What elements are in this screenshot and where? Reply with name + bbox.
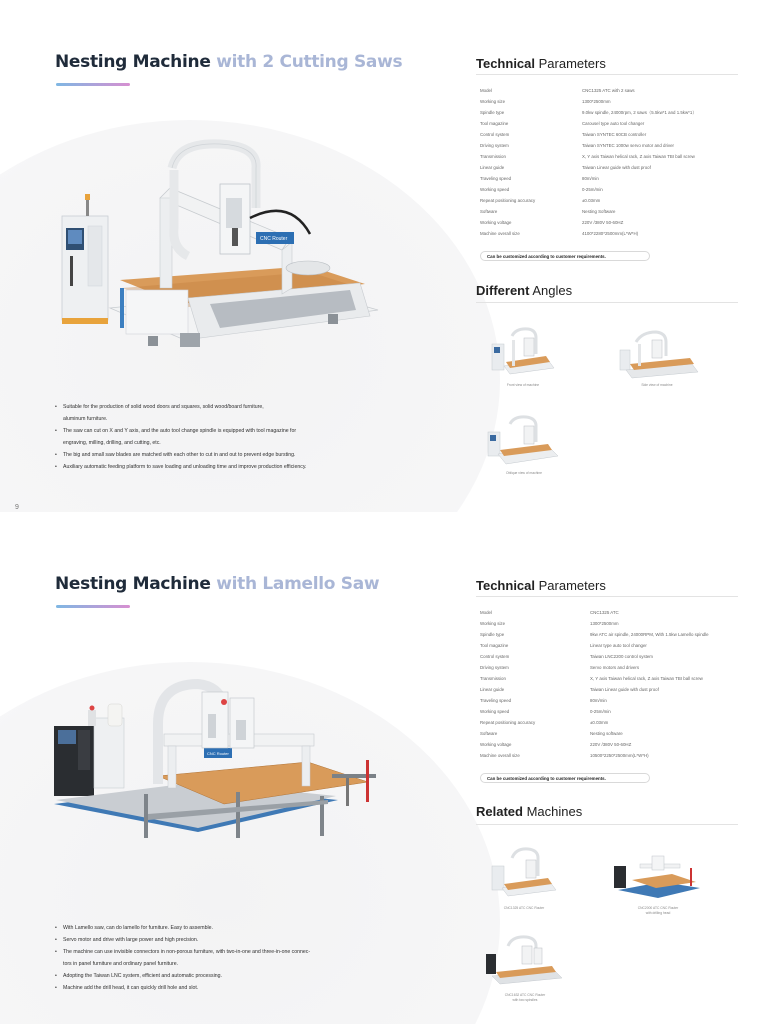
param-value: Taiwan Linear guide with dust proof [582, 165, 651, 170]
angle-caption: Side view of machine [641, 383, 673, 387]
feature-item: • Servo motor and drive with large power and high precision. [55, 934, 385, 946]
param-key: Transmission [480, 676, 506, 681]
feature-item: • Suitable for the production of solid wood doors and squares, solid wood/board furniture, [55, 401, 385, 413]
param-key: Working voltage [480, 220, 512, 225]
param-value: 80m/min [582, 176, 599, 181]
param-key: Linear guide [480, 165, 505, 170]
param-value: Nesting Software [582, 209, 616, 214]
param-key: Spindle type [480, 110, 505, 115]
param-value: 220V /380V 50-60HZ [590, 742, 632, 747]
param-key: Tool magazine [480, 121, 509, 126]
feature-item-continued: aluminum furniture. [63, 416, 108, 422]
param-key: Repeat positioning accuracy [480, 198, 536, 203]
param-row [480, 728, 740, 739]
param-value: 10500*2250*2500mm(L*W*H) [590, 753, 649, 758]
technical-parameters-heading [476, 56, 606, 71]
feature-item: • Auxiliary automatic feeding platform to save loading and unloading time and improve production efficiency. [55, 461, 385, 473]
section-divider [476, 596, 738, 597]
param-row [480, 695, 740, 706]
param-key: Working speed [480, 709, 510, 714]
title-strong: Nesting Machine [55, 52, 211, 72]
related-caption: CNC1325 ATC CNC Router [503, 906, 545, 910]
parameters-table [480, 607, 740, 761]
customization-note: Can be customized according to customer requirements. [480, 773, 650, 783]
title-underline [56, 83, 130, 86]
related-machine-3-thumbnail [484, 934, 566, 986]
param-row [480, 739, 740, 750]
side-view-thumbnail [616, 328, 700, 380]
param-value: 220V /380V 50-60HZ [582, 220, 624, 225]
related-caption: CNC2000 ATC CNC Router [637, 906, 679, 910]
related-caption-line2: with drilling head [645, 911, 671, 915]
feature-item: • Adopting the Taiwan LNC system, efficient and automatic processing. [55, 970, 385, 982]
heading-rest: Parameters [535, 56, 606, 71]
different-angles-heading [476, 283, 572, 298]
heading-rest: Parameters [535, 578, 606, 593]
feature-item-continued: tors in panel furniture and ordinary panel furniture. [63, 961, 179, 967]
param-value: 9kw ATC air spindle, 24000RPM, With 1.5kw Lamello spindle [590, 632, 709, 637]
machine-label: CNC Router [207, 751, 229, 756]
param-row [480, 706, 740, 717]
param-key: Repeat positioning accuracy [480, 720, 536, 725]
param-row [480, 140, 740, 151]
param-key: Model [480, 88, 492, 93]
heading-bold: Related [476, 804, 523, 819]
param-row [480, 662, 740, 673]
customization-note: Can be customized according to customer requirements. [480, 251, 650, 261]
param-value: X, Y axis Taiwan helical rack, Z axis Taiwan TBI ball screw [582, 154, 695, 159]
param-value: ±0.03mm [590, 720, 609, 725]
parameters-table [480, 85, 740, 239]
page-number: 9 [15, 504, 19, 511]
param-row [480, 85, 740, 96]
related-caption-line2: with two spindles [512, 998, 538, 1002]
param-row [480, 206, 740, 217]
title-underline [56, 605, 130, 608]
param-value: 0-25m/min [582, 187, 603, 192]
related-machine-2-thumbnail [612, 850, 704, 900]
machine-label: CNC Router [260, 236, 288, 242]
param-value: Taiwan Linear guide with dust proof [590, 687, 659, 692]
param-value: Taiwan LNC2200 control system [590, 654, 653, 659]
title-strong: Nesting Machine [55, 574, 211, 594]
param-row [480, 607, 740, 618]
param-row [480, 684, 740, 695]
related-caption: CNC1632 ATC CNC Router [504, 993, 546, 997]
param-key: Spindle type [480, 632, 505, 637]
param-row [480, 118, 740, 129]
param-key: Machine overall size [480, 231, 520, 236]
heading-rest: Machines [522, 804, 583, 819]
param-value: 1300*2500mm [582, 99, 611, 104]
param-key: Driving system [480, 143, 509, 148]
param-key: Working size [480, 99, 506, 104]
heading-bold: Different [476, 283, 530, 298]
param-key: Working size [480, 621, 506, 626]
param-row [480, 173, 740, 184]
param-key: Linear guide [480, 687, 505, 692]
technical-parameters-heading [476, 578, 606, 593]
param-row [480, 107, 740, 118]
front-view-thumbnail [490, 326, 556, 380]
param-value: Linear type auto tool changer [590, 643, 647, 648]
param-value: 1300*2500mm [590, 621, 619, 626]
section-divider [476, 302, 738, 303]
related-machines-heading [476, 804, 582, 819]
angle-caption: Oblique view of machine [506, 471, 542, 475]
feature-item: • The big and small saw blades are matched with each other to cut in and out to prevent edge bursting. [55, 449, 385, 461]
param-value: CNC1325 ATC with 2 saws [582, 88, 635, 93]
param-value: X, Y axis Taiwan helical rack, Z axis Taiwan TBI ball screw [590, 676, 703, 681]
feature-item: • Machine add the drill head, it can quickly drill hole and slot. [55, 982, 385, 994]
param-row [480, 673, 740, 684]
param-row [480, 195, 740, 206]
param-key: Control system [480, 132, 510, 137]
param-row [480, 717, 740, 728]
param-value: ±0.03mm [582, 198, 601, 203]
heading-bold: Technical [476, 56, 536, 71]
param-row [480, 184, 740, 195]
param-value: 9.0kw spindle, 24000rpm, 2 saws（5.5kw*1 and 1.5kw*1） [582, 110, 697, 115]
param-key: Software [480, 209, 498, 214]
param-key: Traveling speed [480, 698, 512, 703]
param-key: Model [480, 610, 492, 615]
angle-caption: Front view of machine [506, 383, 540, 387]
page-title [55, 52, 402, 72]
param-row [480, 640, 740, 651]
heading-rest: Angles [529, 283, 573, 298]
param-row [480, 151, 740, 162]
param-row [480, 651, 740, 662]
param-value: Taiwan SYNTEC 60CB controller [582, 132, 647, 137]
param-row [480, 618, 740, 629]
param-row [480, 750, 740, 761]
param-row [480, 96, 740, 107]
param-value: 0-25m/min [590, 709, 611, 714]
param-value: Nesting software [590, 731, 623, 736]
param-key: Traveling speed [480, 176, 512, 181]
param-key: Tool magazine [480, 643, 509, 648]
param-row [480, 228, 740, 239]
param-key: Working voltage [480, 742, 512, 747]
param-key: Driving system [480, 665, 509, 670]
machine-image [60, 138, 380, 353]
param-row [480, 129, 740, 140]
feature-list [55, 401, 385, 473]
section-divider [476, 74, 738, 75]
title-light: with 2 Cutting Saws [216, 52, 403, 72]
heading-bold: Technical [476, 578, 536, 593]
param-row [480, 162, 740, 173]
title-light: with Lamello Saw [216, 574, 380, 594]
param-value: Servo motors and drivers [590, 665, 640, 670]
oblique-view-thumbnail [486, 414, 562, 466]
param-value: CNC1325 ATC [590, 610, 619, 615]
param-key: Transmission [480, 154, 506, 159]
machine-image [48, 664, 384, 846]
feature-item: • With Lamello saw, can do lamello for furniture. Easy to assemble. [55, 922, 385, 934]
param-key: Working speed [480, 187, 510, 192]
catalog-page-2 [0, 512, 768, 1024]
param-key: Software [480, 731, 498, 736]
param-key: Control system [480, 654, 510, 659]
related-machine-1-thumbnail [490, 846, 558, 900]
param-key: Machine overall size [480, 753, 520, 758]
param-value: 4100*2280*2500mm(L*W*H) [582, 231, 639, 236]
page-title [55, 574, 379, 594]
feature-item: • The saw can cut on X and Y axis, and the auto tool change spindle is equipped with tool magazine for [55, 425, 385, 437]
feature-item: • The machine can use invisible connectors in non-porous furniture, with two-in-one and three-in-one connec- [55, 946, 385, 958]
feature-item-continued: engraving, milling, drilling, and cutting, etc. [63, 440, 161, 446]
param-value: 80m/min [590, 698, 607, 703]
param-value: Taiwan SYNTEC 1000w servo motor and driver [582, 143, 674, 148]
param-row [480, 629, 740, 640]
param-value: Carousel type auto tool changer [582, 121, 645, 126]
param-row [480, 217, 740, 228]
feature-list [55, 922, 385, 994]
section-divider [476, 824, 738, 825]
